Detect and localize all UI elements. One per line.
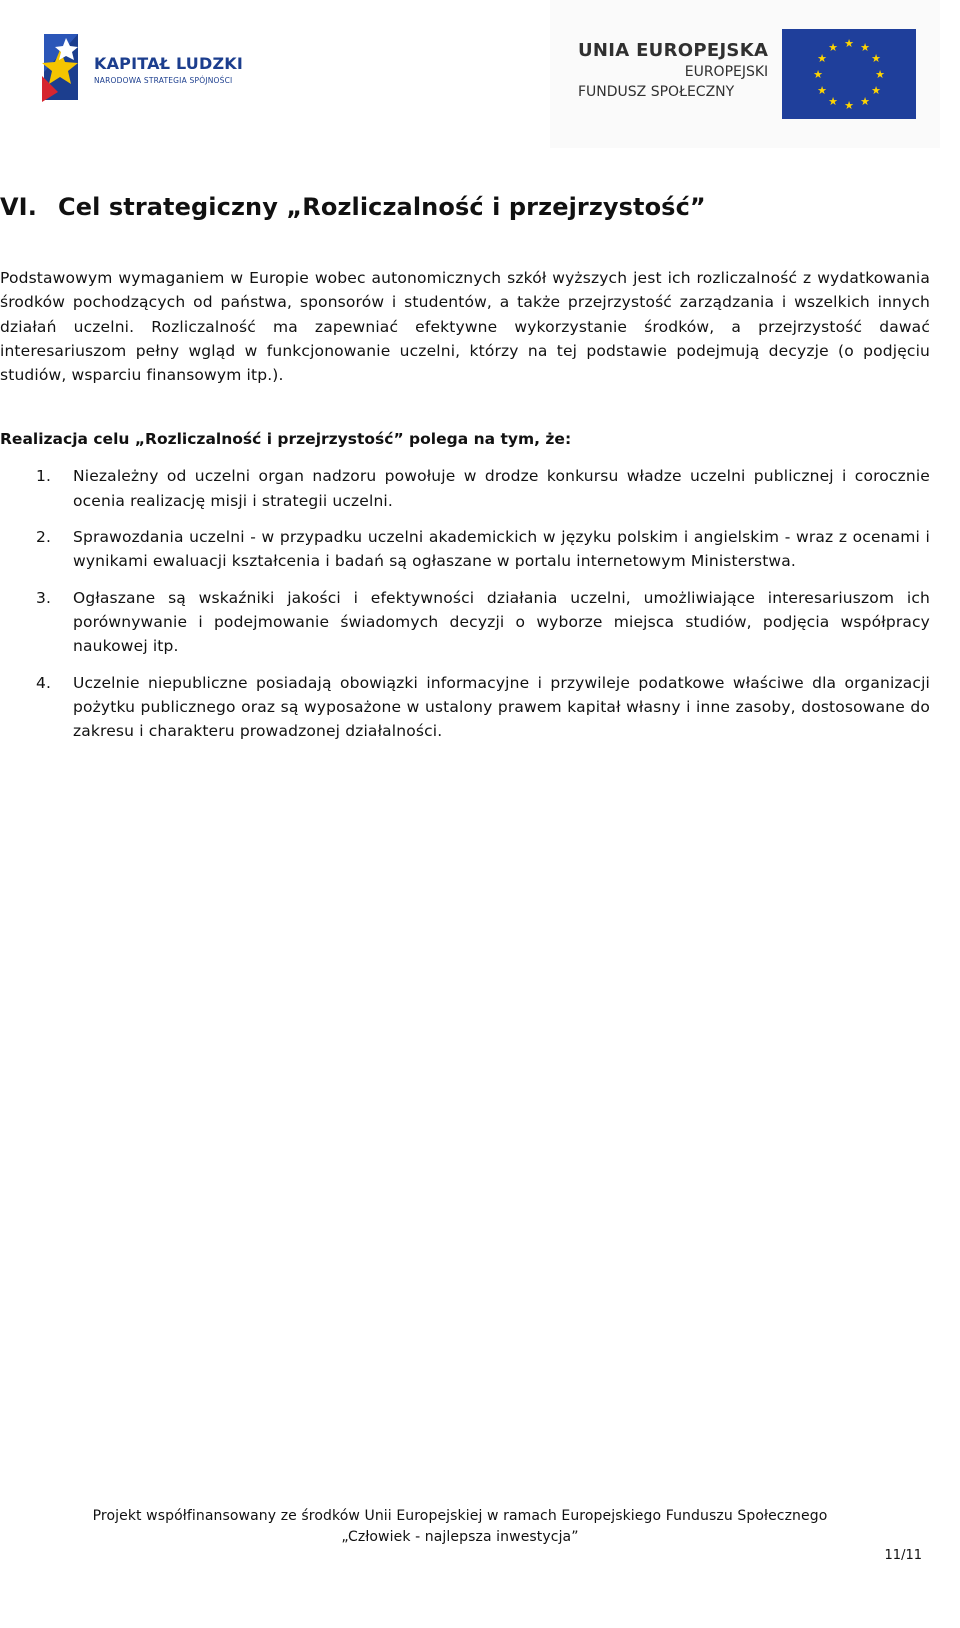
list-item <box>0 586 930 659</box>
eu-flag-icon <box>782 29 916 119</box>
svg-text:★: ★ <box>875 68 885 81</box>
intro-paragraph: Podstawowym wymaganiem w Europie wobec autonomicznych szkół wyższych jest ich rozliczalność z wydatkowania środków pochodzących od państwa, sponsorów i studentów, a także przejrzystość zarządzania i wszelkich innych działań uczelni. Rozliczalność ma zapewniać efektywne wykorzystanie środków, a przejrzystość dawać interesariuszom pełny wgląd w funkcjonowanie uczelni, którzy na tej podstawie podejmują decyzje (o podjęciu studiów, wsparciu finansowym itp.). <box>0 269 930 385</box>
list-item-text: Uczelnie niepubliczne posiadają obowiązki informacyjne i przywileje podatkowe właściwe dla organizacji pożytku publicznego oraz są wyposażone w ustalony prawem kapitał własny i inne zasoby, dostosowane do zakresu i charakteru prowadzonej działalności. <box>73 673 930 741</box>
list-item-number: 1. <box>36 467 52 486</box>
svg-text:★: ★ <box>860 41 870 54</box>
realization-subheading: Realizacja celu „Rozliczalność i przejrzystość” polega na tym, że: <box>0 430 572 449</box>
realization-list <box>0 464 930 743</box>
eu-stars-icon <box>782 29 916 119</box>
svg-text:★: ★ <box>871 84 881 97</box>
svg-text:★: ★ <box>817 52 827 65</box>
kapital-ludzki-logo <box>38 32 258 107</box>
list-item-number: 3. <box>36 588 52 607</box>
eu-logo-line2: EUROPEJSKI <box>684 64 769 80</box>
list-item <box>0 464 930 513</box>
eu-logo-line3: FUNDUSZ SPOŁECZNY <box>578 84 735 100</box>
kapital-ludzki-subtitle: NARODOWA STRATEGIA SPÓJNOŚCI <box>94 76 233 85</box>
svg-text:★: ★ <box>871 52 881 65</box>
list-item-text: Ogłaszane są wskaźniki jakości i efektywności działania uczelni, umożliwiające interesariuszom ich porównywanie i podejmowanie świadomych decyzji o wyborze miejsca studiów, podjęcia współpracy naukowej itp. <box>73 588 930 656</box>
page-footer <box>0 1506 920 1548</box>
svg-text:★: ★ <box>844 37 854 50</box>
page-header <box>0 0 960 150</box>
document-body <box>0 190 930 755</box>
eu-logo-line1: UNIA EUROPEJSKA <box>578 40 769 61</box>
svg-text:★: ★ <box>860 95 870 108</box>
list-item-number: 4. <box>36 673 52 692</box>
svg-text:★: ★ <box>828 41 838 54</box>
svg-text:★: ★ <box>817 84 827 97</box>
svg-text:★: ★ <box>813 68 823 81</box>
svg-text:★: ★ <box>828 95 838 108</box>
section-title <box>0 190 930 224</box>
eu-logo-text <box>578 40 768 102</box>
list-item <box>0 671 930 744</box>
footer-slogan: „Człowiek - najlepsza inwestycja” <box>341 1529 579 1545</box>
svg-text:★: ★ <box>844 99 854 112</box>
footer-funding-line: Projekt współfinansowany ze środków Unii Europejskiej w ramach Europejskiego Funduszu Społecznego <box>92 1508 828 1524</box>
section-title-text: Cel strategiczny „Rozliczalność i przejrzystość” <box>58 193 706 221</box>
list-item-text: Niezależny od uczelni organ nadzoru powołuje w drodze konkursu władze uczelni publicznej i corocznie ocenia realizację misji i strategii uczelni. <box>73 467 930 510</box>
section-number: VI. <box>0 193 37 221</box>
eu-logo <box>550 0 940 148</box>
list-item <box>0 525 930 574</box>
kapital-ludzki-emblem-icon <box>38 32 90 107</box>
kapital-ludzki-title: KAPITAŁ LUDZKI <box>94 54 244 73</box>
list-item-text: Sprawozdania uczelni - w przypadku uczelni akademickich w języku polskim i angielskim - wraz z ocenami i wynikami ewaluacji kształcenia i badań są ogłaszane w portalu internetowym Ministerstwa. <box>73 528 930 571</box>
page-number: 11/11 <box>884 1548 922 1563</box>
list-item-number: 2. <box>36 528 52 547</box>
